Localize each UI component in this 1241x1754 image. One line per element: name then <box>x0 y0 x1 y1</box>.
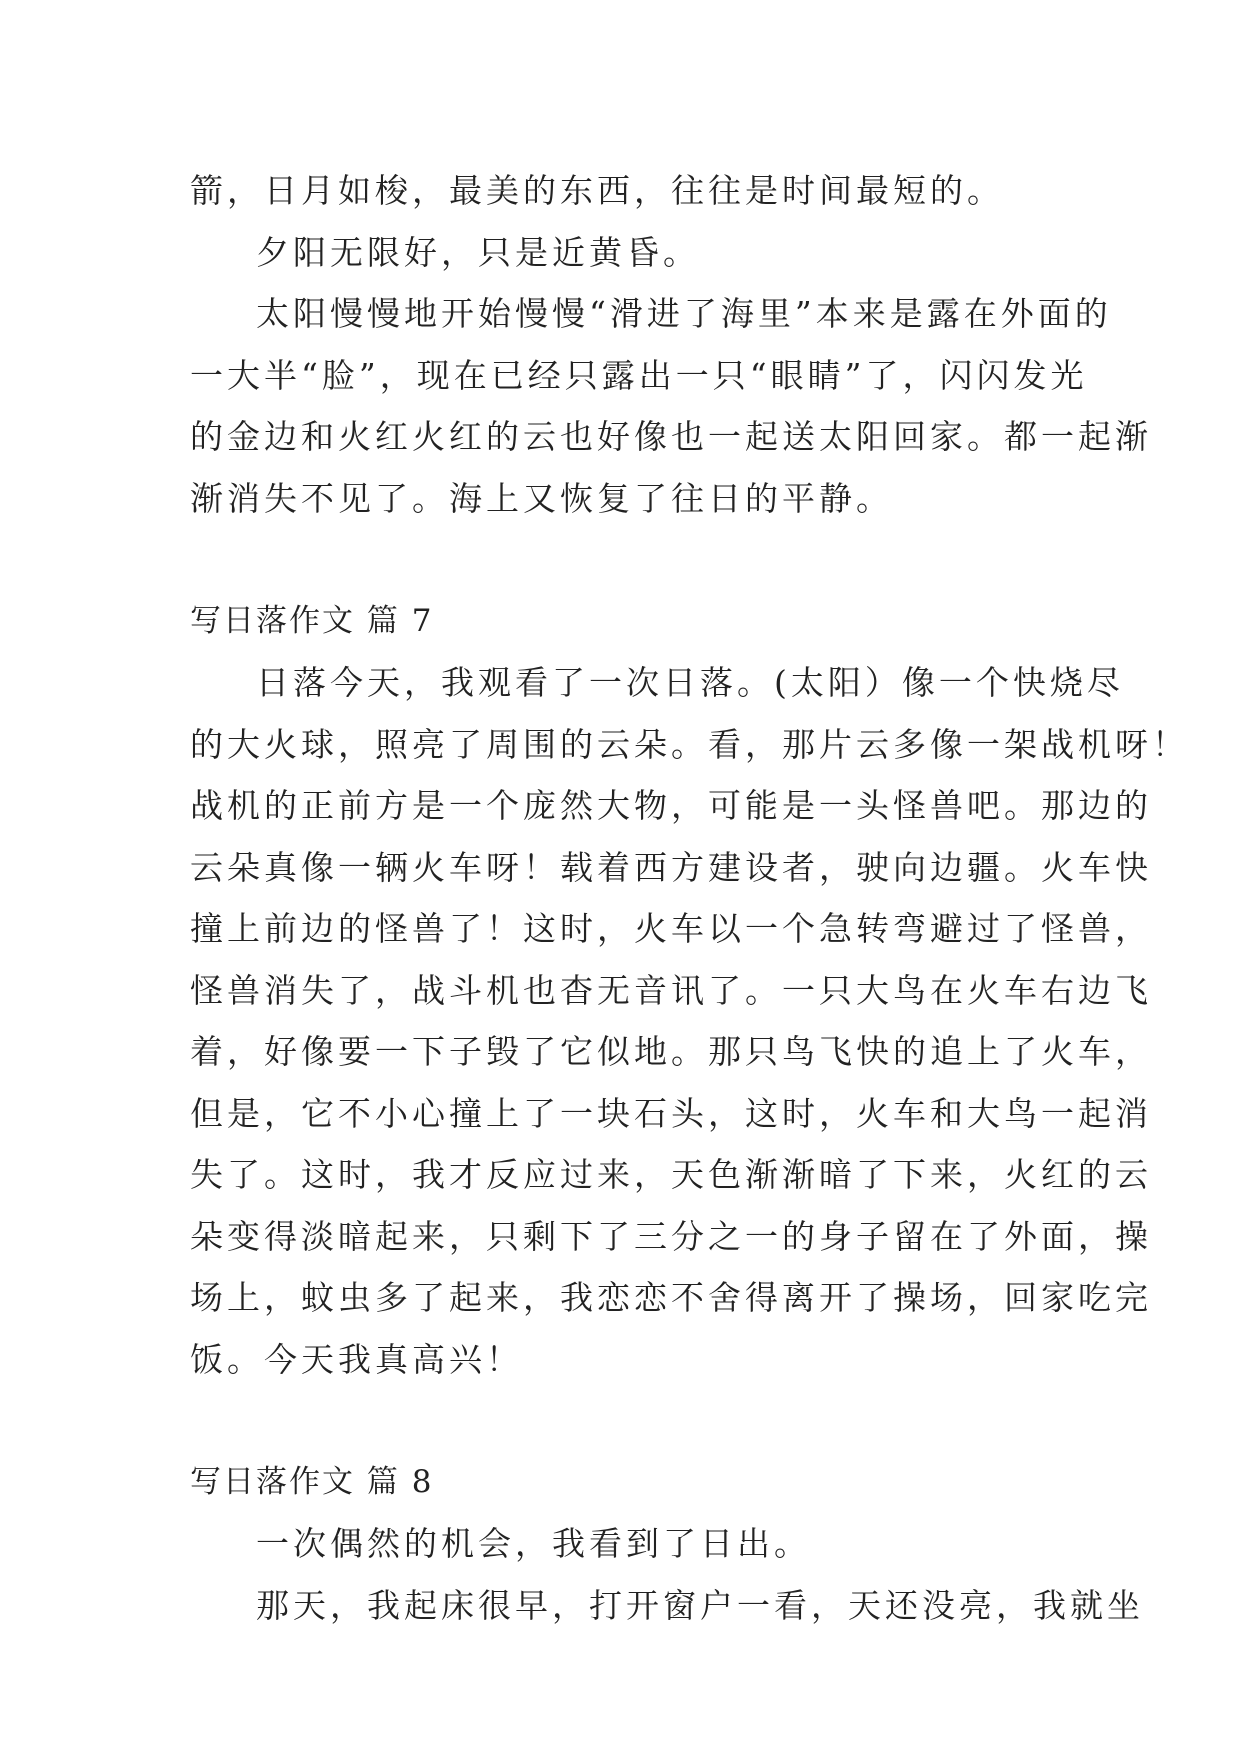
paragraph-first-line: 那天，我起床很早，打开窗户一看，天还没亮，我就坐 <box>256 1585 1144 1625</box>
section-heading: 写日落作文 篇 7 <box>190 602 434 639</box>
paragraph-line: 战机的正前方是一个庞然大物，可能是一头怪兽吧。那边的 <box>190 786 1152 825</box>
paragraph-line: 的大火球，照亮了周围的云朵。看，那片云多像一架战机呀！ <box>190 724 1189 764</box>
paragraph-line: 的金边和火红火红的云也好像也一起送太阳回家。都一起渐 <box>190 417 1152 456</box>
paragraph-line: 箭，日月如梭，最美的东西，往往是时间最短的。 <box>190 171 1004 210</box>
paragraph-first-line: 一次偶然的机会，我看到了日出。 <box>256 1524 811 1563</box>
paragraph-first-line: 夕阳无限好，只是近黄昏。 <box>256 232 700 272</box>
paragraph-line: 一大半“脸”，现在已经只露出一只“眼睛”了，闪闪发光 <box>190 355 1088 395</box>
paragraph-line: 着，好像要一下子毁了它似地。那只鸟飞快的追上了火车， <box>190 1032 1152 1071</box>
paragraph-line: 云朵真像一辆火车呀！载着西方建设者，驶向边疆。火车快 <box>190 847 1152 887</box>
paragraph-line: 失了。这时，我才反应过来，天色渐渐暗了下来，火红的云 <box>190 1155 1152 1194</box>
section-gap <box>190 1390 1060 1452</box>
section-gap <box>190 529 1060 591</box>
paragraph-first-line: 日落今天，我观看了一次日落。(太阳）像一个快烧尽 <box>256 663 1124 702</box>
paragraph-line: 撞上前边的怪兽了！这时，火车以一个急转弯避过了怪兽， <box>190 909 1152 948</box>
paragraph-line: 怪兽消失了，战斗机也杳无音讯了。一只大鸟在火车右边飞 <box>190 970 1152 1010</box>
paragraph-line: 但是，它不小心撞上了一块石头，这时，火车和大鸟一起消 <box>190 1093 1152 1133</box>
paragraph-line: 饭。今天我真高兴！ <box>190 1339 523 1379</box>
paragraph-line: 场上，蚊虫多了起来，我恋恋不舍得离开了操场，回家吃完 <box>190 1278 1152 1317</box>
section-heading: 写日落作文 篇 8 <box>190 1463 434 1500</box>
paragraph-line: 渐消失不见了。海上又恢复了往日的平静。 <box>190 478 893 518</box>
paragraph-first-line: 太阳慢慢地开始慢慢“滑进了海里”本来是露在外面的 <box>256 294 1112 333</box>
paragraph-line: 朵变得淡暗起来，只剩下了三分之一的身子留在了外面，操 <box>190 1216 1152 1256</box>
document-body <box>190 160 1189 1636</box>
